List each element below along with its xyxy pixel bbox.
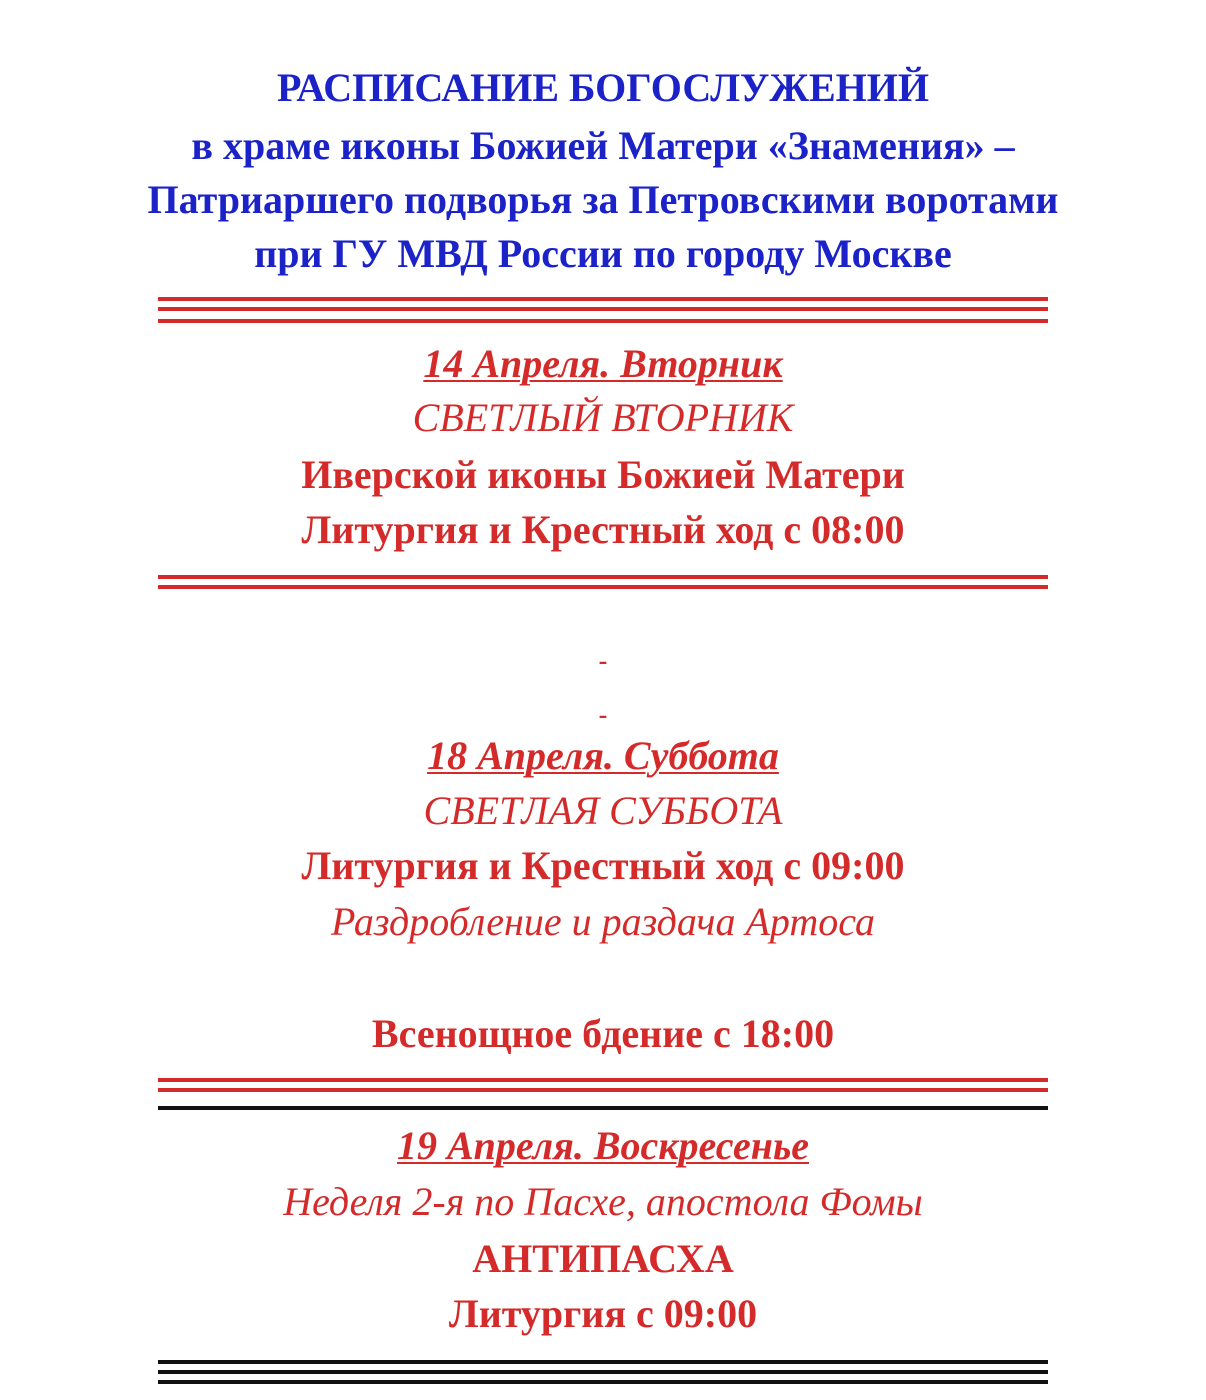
day-week: Неделя 2-я по Пасхе, апостола Фомы [283,1179,923,1224]
dash-mark: - [598,646,608,675]
day-date: 18 Апреля. Суббота [427,733,779,778]
day-vigil: Всенощное бдение с 18:00 [371,1011,835,1056]
church-subtitle: Патриаршего подворья за Петровскими воротами [147,177,1059,222]
day-date: 19 Апреля. Воскресенье [397,1123,809,1168]
day-icon-feast: Иверской иконы Божией Матери [301,452,905,497]
day-service: Литургия с 09:00 [448,1291,758,1336]
day-feast: СВЕТЛАЯ СУББОТА [423,788,783,833]
day-note: Раздробление и раздача Артоса [331,899,875,944]
church-affiliation: при ГУ МВД России по городу Москве [254,231,952,276]
schedule-title: РАСПИСАНИЕ БОГОСЛУЖЕНИЙ [277,65,929,110]
day-feast: АНТИПАСХА [472,1236,734,1281]
day-service: Литургия и Крестный ход с 09:00 [301,843,905,888]
church-name: в храме иконы Божией Матери «Знамения» – [191,123,1015,168]
day-service: Литургия и Крестный ход с 08:00 [301,507,905,552]
separator [158,1360,1048,1386]
separator [158,575,1048,601]
day-date: 14 Апреля. Вторник [423,341,783,386]
day-feast: СВЕТЛЫЙ ВТОРНИК [412,395,794,440]
dash-mark: - [598,700,608,729]
separator [158,297,1048,323]
separator [158,1078,1048,1104]
